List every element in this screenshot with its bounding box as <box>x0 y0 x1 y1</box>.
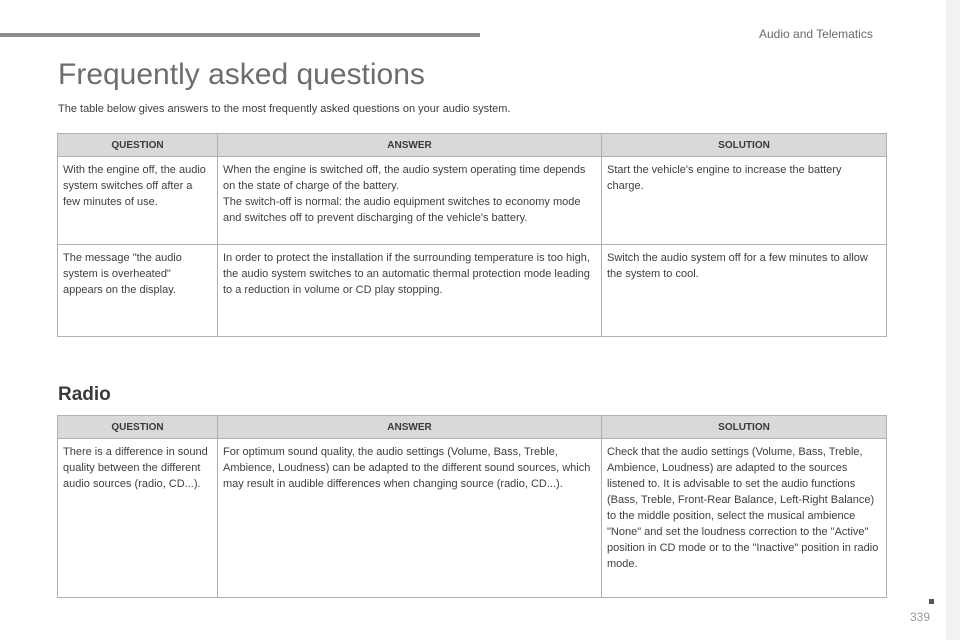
page-number: 339 <box>910 610 931 624</box>
solution-header: SOLUTION <box>602 416 887 439</box>
question-header: QUESTION <box>58 416 218 439</box>
question-header: QUESTION <box>58 134 218 157</box>
intro-text: The table below gives answers to the most frequently asked questions on your audio system. <box>58 103 511 115</box>
faq-table <box>57 133 887 337</box>
page-title: Frequently asked questions <box>58 58 425 91</box>
faq-header-row <box>58 134 887 157</box>
answer-cell: When the engine is switched off, the audio system operating time depends on the state of charge of the battery. The switch-off is normal: the audio equipment switches to economy mode and switches off to prevent discharging of the vehicle's battery. <box>218 157 602 245</box>
table-row <box>58 245 887 337</box>
solution-header: SOLUTION <box>602 134 887 157</box>
question-cell: The message "the audio system is overheated" appears on the display. <box>58 245 218 337</box>
answer-cell: For optimum sound quality, the audio settings (Volume, Bass, Treble, Ambience, Loudness) can be adapted to the different sound sources, which may result in audible differences when changing source (radio, CD...). <box>218 439 602 598</box>
radio-faq-table <box>57 415 887 598</box>
question-cell: With the engine off, the audio system switches off after a few minutes of use. <box>58 157 218 245</box>
solution-cell: Switch the audio system off for a few minutes to allow the system to cool. <box>602 245 887 337</box>
answer-header: ANSWER <box>218 416 602 439</box>
page-edge-strip <box>946 0 960 640</box>
solution-cell: Check that the audio settings (Volume, Bass, Treble, Ambience, Loudness) are adapted to the sources listened to. It is advisable to set the audio functions (Bass, Treble, Front-Rear Balance, Left-Right Balance) to the middle position, select the musical ambience "None" and set the loudness correction to the "Active" position in CD mode or to the "Inactive" position in radio mode. <box>602 439 887 598</box>
answer-header: ANSWER <box>218 134 602 157</box>
table-row <box>58 157 887 245</box>
question-cell: There is a difference in sound quality between the different audio sources (radio, CD...). <box>58 439 218 598</box>
header-rule <box>0 33 480 37</box>
answer-cell: In order to protect the installation if the surrounding temperature is too high, the audio system switches to an automatic thermal protection mode leading to a reduction in volume or CD play stopping. <box>218 245 602 337</box>
solution-cell: Start the vehicle's engine to increase the battery charge. <box>602 157 887 245</box>
table-row <box>58 439 887 598</box>
radio-section-title: Radio <box>58 384 111 405</box>
radio-header-row <box>58 416 887 439</box>
page-marker <box>929 599 934 604</box>
section-label: Audio and Telematics <box>759 27 873 41</box>
